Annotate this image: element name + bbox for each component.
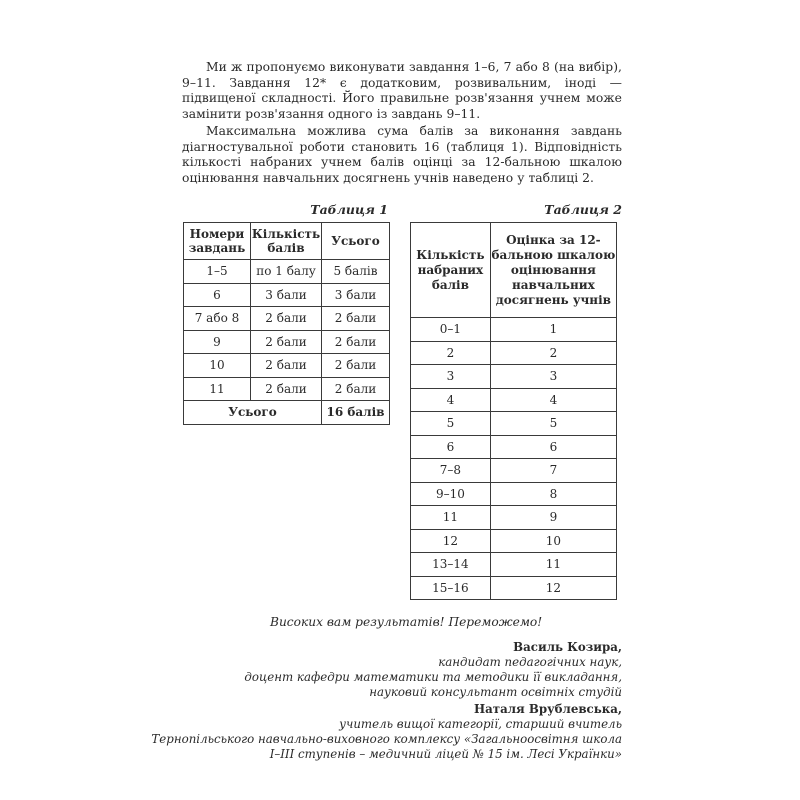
paragraph-tasks xyxy=(182,60,622,122)
header-grade: Оцінка за 12-бальною шкалою оцінювання навчальних досягнень учнів xyxy=(490,223,616,318)
paragraph-text: Максимальна можлива сума балів за виконання завдань діагностувальної роботи становить 16 (таблиця 1). Відповідність кількості набраних учнем балів оцінці за 12-бальною шкалою оцінювання навчальних досягнень учнів наведено у таблиці 2. xyxy=(182,124,622,185)
table-cell: 8 xyxy=(490,482,616,506)
table-cell: 3 бали xyxy=(251,283,322,307)
table-row xyxy=(184,260,390,284)
table-cell: 2 xyxy=(411,341,491,365)
paragraph-scoring xyxy=(182,124,622,186)
table-row xyxy=(184,377,390,401)
table-row xyxy=(411,576,617,600)
table-cell: 4 xyxy=(411,388,491,412)
table-total-row xyxy=(184,401,390,425)
table-cell: 5 балів xyxy=(322,260,390,284)
table-header-row xyxy=(184,223,390,260)
author-block-1 xyxy=(244,640,622,700)
table-cell: 11 xyxy=(411,506,491,530)
table-row xyxy=(411,341,617,365)
table-grade-conversion xyxy=(410,222,617,600)
table-cell: 6 xyxy=(490,435,616,459)
table-row xyxy=(411,459,617,483)
table-row xyxy=(184,330,390,354)
table-cell: 3 xyxy=(490,365,616,389)
table-cell: 2 бали xyxy=(322,307,390,331)
author-block-2 xyxy=(151,702,622,762)
table-cell: 15–16 xyxy=(411,576,491,600)
table-cell: 2 бали xyxy=(251,307,322,331)
table-cell: 2 бали xyxy=(251,377,322,401)
table-cell: 2 бали xyxy=(322,377,390,401)
table-row xyxy=(411,412,617,436)
table-cell: 13–14 xyxy=(411,553,491,577)
table-cell: 9 xyxy=(184,330,251,354)
total-label: Усього xyxy=(184,401,322,425)
paragraph-text: Ми ж пропонуємо виконувати завдання 1–6, 7 або 8 (на вибір), 9–11. Завдання 12* є додатковим, розвивальним, іноді — підвищеної складності. Його правильне розв'язання учнем може замінити розв'язання одного із завдань 9–11. xyxy=(182,60,622,121)
table-row xyxy=(411,318,617,342)
table-cell: по 1 балу xyxy=(251,260,322,284)
table-cell: 3 xyxy=(411,365,491,389)
table2-caption: Таблиця 2 xyxy=(544,202,622,217)
table-row xyxy=(411,506,617,530)
header-task-numbers: Номери завдань xyxy=(184,223,251,260)
table-cell: 1–5 xyxy=(184,260,251,284)
table-cell: 7 xyxy=(490,459,616,483)
table-cell: 6 xyxy=(411,435,491,459)
table-cell: 7 або 8 xyxy=(184,307,251,331)
header-total: Усього xyxy=(322,223,390,260)
table-row xyxy=(184,354,390,378)
table-cell: 12 xyxy=(411,529,491,553)
header-points-earned: Кількість набраних балів xyxy=(411,223,491,318)
table-cell: 10 xyxy=(490,529,616,553)
slogan: Високих вам результатів! Переможемо! xyxy=(270,615,543,629)
table-cell: 10 xyxy=(184,354,251,378)
table-header-row xyxy=(411,223,617,318)
table-row xyxy=(411,482,617,506)
table-row xyxy=(411,365,617,389)
table-cell: 11 xyxy=(184,377,251,401)
header-points: Кількість балів xyxy=(251,223,322,260)
table-cell: 12 xyxy=(490,576,616,600)
table-row xyxy=(411,388,617,412)
table-cell: 2 бали xyxy=(322,354,390,378)
author-title-line: кандидат педагогічних наук, xyxy=(438,655,622,669)
table-row xyxy=(411,435,617,459)
table-row xyxy=(184,283,390,307)
table-row xyxy=(411,553,617,577)
table-row xyxy=(184,307,390,331)
table-cell: 11 xyxy=(490,553,616,577)
table-cell: 2 xyxy=(490,341,616,365)
table-cell: 7–8 xyxy=(411,459,491,483)
table-cell: 4 xyxy=(490,388,616,412)
table-cell: 2 бали xyxy=(251,354,322,378)
author-title-line: доцент кафедри математики та методики її викладання, xyxy=(244,670,622,684)
table-cell: 2 бали xyxy=(251,330,322,354)
table-cell: 9–10 xyxy=(411,482,491,506)
author-title-line: науковий консультант освітніх студій xyxy=(369,685,622,699)
table-row xyxy=(411,529,617,553)
table-cell: 2 бали xyxy=(322,330,390,354)
table-cell: 6 xyxy=(184,283,251,307)
table-cell: 5 xyxy=(411,412,491,436)
author-title-line: Тернопільського навчально-виховного комплексу «Загальноосвітня школа xyxy=(151,732,622,746)
author-title-line: І–ІІІ ступенів – медичний ліцей № 15 ім. Лесі Українки» xyxy=(269,747,622,761)
table-points-per-task xyxy=(183,222,390,425)
total-value: 16 балів xyxy=(322,401,390,425)
table-cell: 1 xyxy=(490,318,616,342)
author-name: Наталя Врублевська, xyxy=(473,702,622,716)
table1-caption: Таблиця 1 xyxy=(310,202,388,217)
author-name: Василь Козира, xyxy=(513,640,622,654)
table-cell: 3 бали xyxy=(322,283,390,307)
table-cell: 5 xyxy=(490,412,616,436)
author-title-line: учитель вищої категорії, старший вчитель xyxy=(339,717,622,731)
table-cell: 0–1 xyxy=(411,318,491,342)
table-cell: 9 xyxy=(490,506,616,530)
